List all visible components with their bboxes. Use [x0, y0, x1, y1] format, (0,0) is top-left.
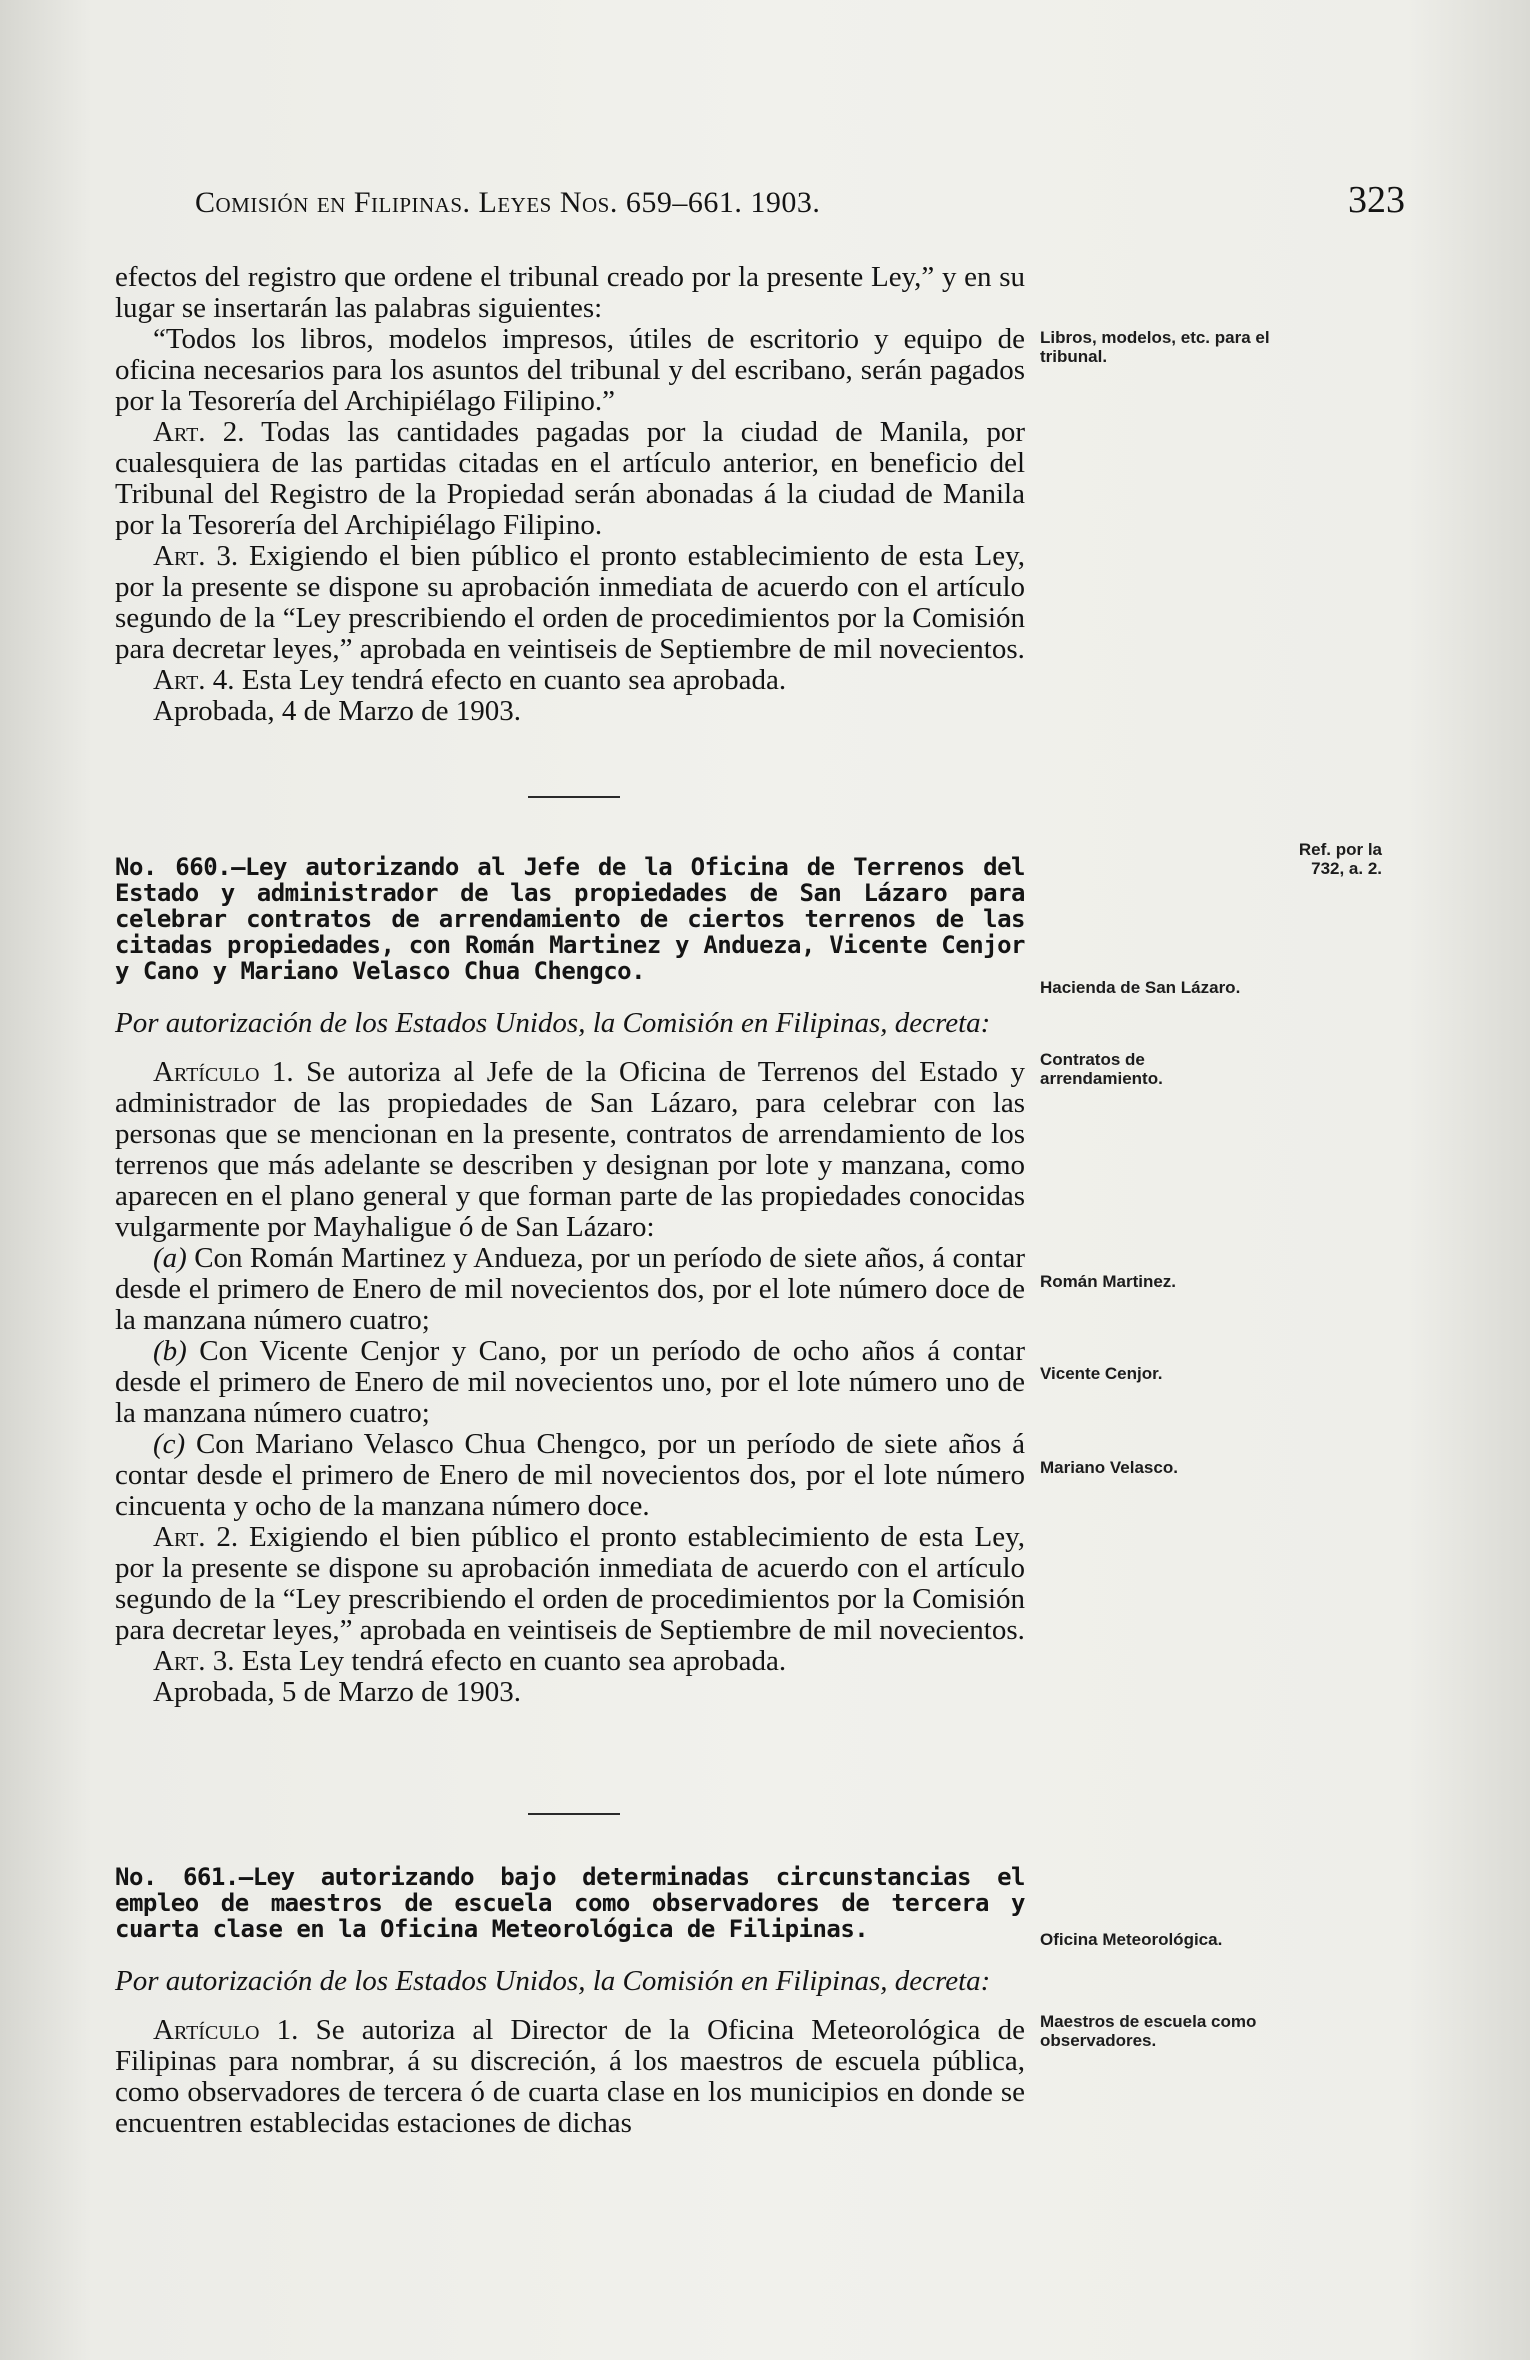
article-label: Art. 4. — [153, 664, 235, 696]
law-659-continuation — [115, 262, 1025, 727]
article-text: Se autoriza al Director de la Oficina Meteorológica de Filipinas para nombrar, á su discreción, á los maestros de escuela pública, como observadores de tercera ó de cuarta clase en los municipios en donde se encuentren establecidas estaciones de dichas — [115, 2014, 1025, 2139]
enacting-clause: Por autorización de los Estados Unidos, la Comisión en Filipinas, decreta: — [115, 1965, 991, 1997]
item-c — [115, 1429, 1025, 1522]
item-label: (a) — [153, 1242, 187, 1274]
article-text: Exigiendo el bien público el pronto establecimiento de esta Ley, por la presente se dispone su aprobación inmediata de acuerdo con el artículo segundo de la “Ley prescribiendo el orden de procedimientos por la Comisión para decretar leyes,” aprobada en veintiseis de Septiembre de mil novecientos. — [115, 1521, 1025, 1646]
item-a — [115, 1243, 1025, 1336]
item-text: Con Román Martinez y Andueza, por un período de siete años, á contar desde el primero de Enero de mil novecientos dos, por el lote número doce de la manzana número cuatro; — [115, 1242, 1025, 1336]
article-label: Artículo 1. — [153, 1056, 294, 1088]
article-1 — [115, 1057, 1025, 1243]
article-label: Art. 2. — [153, 1521, 239, 1553]
margin-note-vicente: Vicente Cenjor. — [1040, 1364, 1163, 1383]
paragraph: “Todos los libros, modelos impresos, útiles de escritorio y equipo de oficina necesarios para los asuntos del tribunal y del escribano, serán pagados por la Tesorería del Archipiélago Filipino.” — [115, 323, 1025, 417]
section-divider — [528, 1813, 620, 1815]
law-title: No. 661.—Ley autorizando bajo determinadas circunstancias el empleo de maestros de escuela como observadores de tercera y cuarta clase en la Oficina Meteorológica de Filipinas. — [115, 1863, 1025, 1943]
margin-note-hacienda: Hacienda de San Lázaro. — [1040, 978, 1241, 997]
margin-note-maestros: Maestros de escuela como observadores. — [1040, 2012, 1257, 2050]
article-4 — [115, 665, 1025, 696]
margin-note-oficina: Oficina Meteorológica. — [1040, 1930, 1223, 1949]
margin-note-contratos: Contratos de arrendamiento. — [1040, 1050, 1163, 1088]
paragraph: efectos del registro que ordene el tribunal creado por la presente Ley,” y en su lugar se insertarán las palabras siguientes: — [115, 261, 1025, 324]
approval-date: Aprobada, 4 de Marzo de 1903. — [153, 695, 522, 727]
page-number: 323 — [1348, 179, 1405, 221]
article-text: Exigiendo el bien público el pronto establecimiento de esta Ley, por la presente se dispone su aprobación inmediata de acuerdo con el artículo segundo de la “Ley prescribiendo el orden de procedimientos por la Comisión para decretar leyes,” aprobada en veintiseis de Septiembre de mil novecientos. — [115, 540, 1025, 665]
article-3 — [115, 541, 1025, 665]
article-text: Todas las cantidades pagadas por la ciudad de Manila, por cualesquiera de las partidas citadas en el artículo anterior, en beneficio del Tribunal del Registro de la Propiedad serán abonadas á la ciudad de Manila por la Tesorería del Archipiélago Filipino. — [115, 416, 1026, 541]
page-header — [195, 178, 1405, 224]
approval-date: Aprobada, 5 de Marzo de 1903. — [153, 1676, 522, 1708]
item-text: Con Mariano Velasco Chua Chengco, por un período de siete años á contar desde el primero de Enero de mil novecientos dos, por el lote número cincuenta y ocho de la manzana número doce. — [115, 1428, 1026, 1522]
article-label: Artículo 1. — [153, 2014, 299, 2046]
article-label: Art. 3. — [153, 540, 239, 572]
margin-note-mariano: Mariano Velasco. — [1040, 1458, 1178, 1477]
article-text: Se autoriza al Jefe de la Oficina de Terrenos del Estado y administrador de las propiedades de San Lázaro, para celebrar con las personas que se mencionan en la presente, contratos de arrendamiento de los terrenos que más adelante se describen y designan por lote y manzana, como aparecen en el plano general y que forman parte de las propiedades conocidas vulgarmente por Mayhaligue ó de San Lázaro: — [115, 1056, 1026, 1243]
law-title: No. 660.—Ley autorizando al Jefe de la Oficina de Terrenos del Estado y administrador de las propiedades de San Lázaro para celebrar contratos de arrendamiento de ciertos terrenos de las citadas propiedades, con Román Martinez y Andueza, Vicente Cenjor y Cano y Mariano Velasco Chua Chengco. — [115, 853, 1025, 985]
margin-note-libros: Libros, modelos, etc. para el tribunal. — [1040, 328, 1270, 366]
article-label: Art. 3. — [153, 1645, 235, 1677]
running-title: Comisión en Filipinas. Leyes Nos. 659–661. 1903. — [195, 186, 821, 219]
article-text: Esta Ley tendrá efecto en cuanto sea aprobada. — [241, 1645, 787, 1677]
margin-note-roman: Román Martinez. — [1040, 1272, 1177, 1291]
item-text: Con Vicente Cenjor y Cano, por un período de ocho años á contar desde el primero de Enero de mil novecientos uno, por el lote número uno de la manzana número cuatro; — [115, 1335, 1026, 1429]
enacting-clause: Por autorización de los Estados Unidos, la Comisión en Filipinas, decreta: — [115, 1007, 991, 1039]
article-1 — [115, 2015, 1025, 2139]
article-2 — [115, 417, 1025, 541]
law-660 — [115, 830, 1025, 1708]
item-b — [115, 1336, 1025, 1429]
article-label: Art. 2. — [153, 416, 245, 448]
item-label: (c) — [153, 1428, 186, 1460]
item-label: (b) — [153, 1335, 187, 1367]
law-661 — [115, 1840, 1025, 2139]
article-2 — [115, 1522, 1025, 1646]
article-text: Esta Ley tendrá efecto en cuanto sea aprobada. — [241, 664, 787, 696]
article-3 — [115, 1646, 1025, 1677]
margin-note-ref: Ref. por la 732, a. 2. — [1298, 840, 1382, 878]
section-divider — [528, 796, 620, 798]
